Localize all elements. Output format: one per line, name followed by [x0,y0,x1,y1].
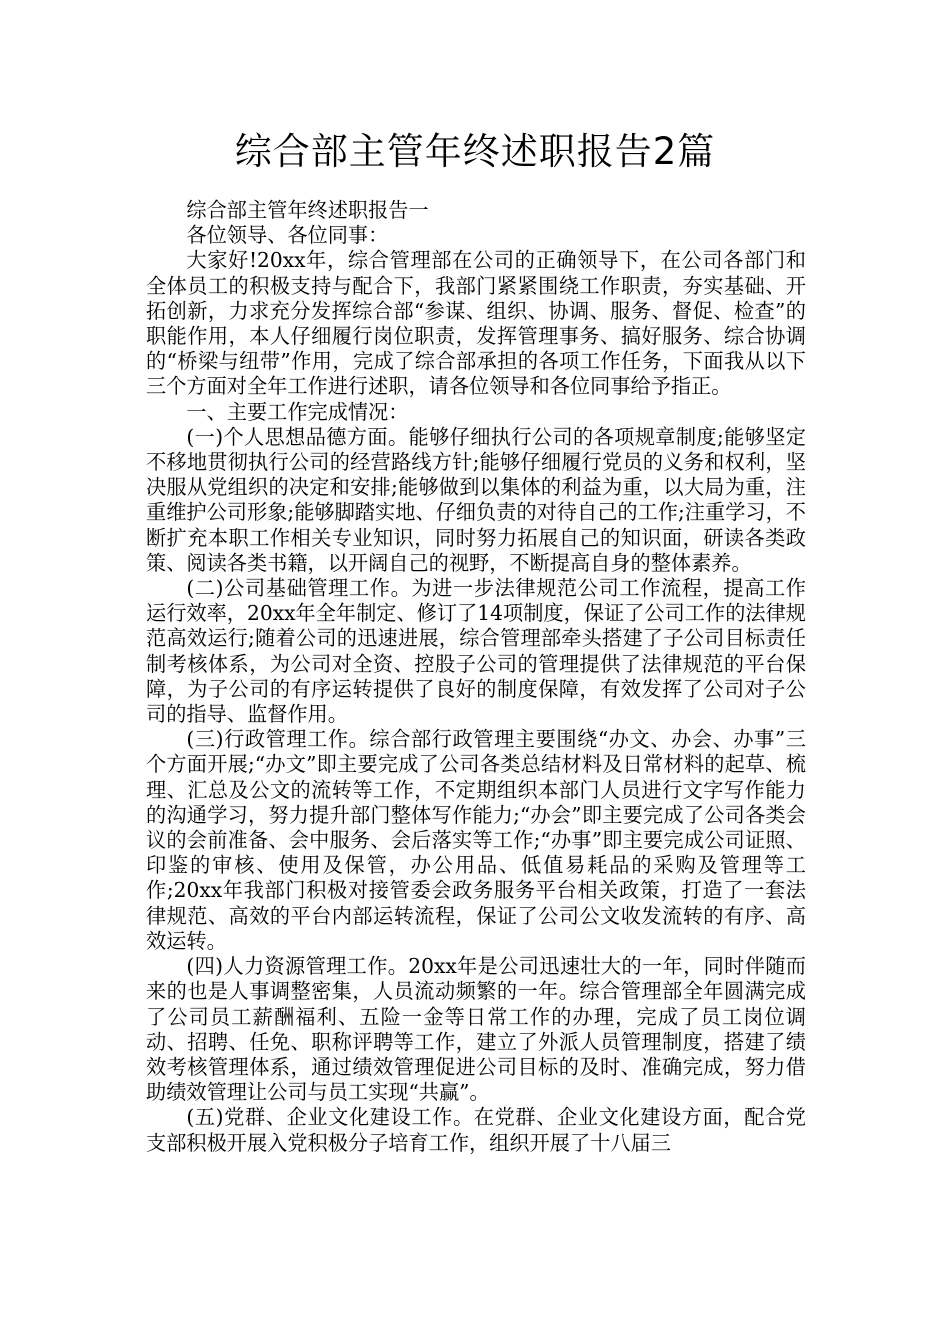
salutation: 各位领导、各位同事： [186,223,389,248]
body-paragraph: (五)党群、企业文化建设工作。在党群、企业文化建设方面，配合党支部积极开展入党积极分子培育工作，组织开展了十八届三 [146,1105,806,1155]
report-subtitle: 综合部主管年终述职报告一 [186,198,429,222]
section-heading: 一、主要工作完成情况： [186,399,409,424]
body-paragraph: (一)个人思想品德方面。能够仔细执行公司的各项规章制度;能够坚定不移地贯彻执行公司的经营路线方针;能够仔细履行党员的义务和权利，坚决服从党组织的决定和安排;能够做到以集体的利益为重，以大局为重，注重维护公司形象;能够脚踏实地、仔细负责的对待自己的工作;注重学习，不断扩充本职工作相关专业知识，同时努力拓展自己的知识面，研读各类政策、阅读各类书籍，以开阔自己的视野，不断提高自身的整体素养。 [146,424,806,575]
body-paragraph: (二)公司基础管理工作。为进一步法律规范公司工作流程，提高工作运行效率，20xx年全年制定、修订了14项制度，保证了公司工作的法律规范高效运行;随着公司的迅速进展，综合管理部牵头搭建了子公司目标责任制考核体系，为公司对全资、控股子公司的管理提供了法律规范的平台保障，为子公司的有序运转提供了良好的制度保障，有效发挥了公司对子公司的指导、监督作用。 [146,576,806,727]
body-paragraph: 大家好!20xx年，综合管理部在公司的正确领导下，在公司各部门和全体员工的积极支持与配合下，我部门紧紧围绕工作职责，夯实基础、开拓创新，力求充分发挥综合部“参谋、组织、协调、服务、督促、检查”的职能作用，本人仔细履行岗位职责，发挥管理事务、搞好服务、综合协调的“桥梁与纽带”作用，完成了综合部承担的各项工作任务，下面我从以下三个方面对全年工作进行述职，请各位领导和各位同事给予指正。 [146,248,806,399]
document-body [146,198,806,1156]
body-paragraph: (三)行政管理工作。综合部行政管理主要围绕“办文、办会、办事”三个方面开展;“办文”即主要完成了公司各类总结材料及日常材料的起草、梳理、汇总及公文的流转等工作，不定期组织本部门人员进行文字写作能力的沟通学习，努力提升部门整体写作能力;“办会”即主要完成了公司各类会议的会前准备、会中服务、会后落实等工作;“办事”即主要完成公司证照、印鉴的审核、使用及保管，办公用品、低值易耗品的采购及管理等工作;20xx年我部门积极对接管委会政务服务平台相关政策，打造了一套法律规范、高效的平台内部运转流程，保证了公司公文收发流转的有序、高效运转。 [146,727,806,953]
body-paragraph: (四)人力资源管理工作。20xx年是公司迅速壮大的一年，同时伴随而来的也是人事调整密集，人员流动频繁的一年。综合管理部全年圆满完成了公司员工薪酬福利、五险一金等日常工作的办理，完成了员工岗位调动、招聘、任免、职称评聘等工作，建立了外派人员管理制度，搭建了绩效考核管理体系，通过绩效管理促进公司目标的及时、准确完成，努力借助绩效管理让公司与员工实现“共赢”。 [146,954,806,1105]
document-title: 综合部主管年终述职报告2篇 [234,130,716,173]
